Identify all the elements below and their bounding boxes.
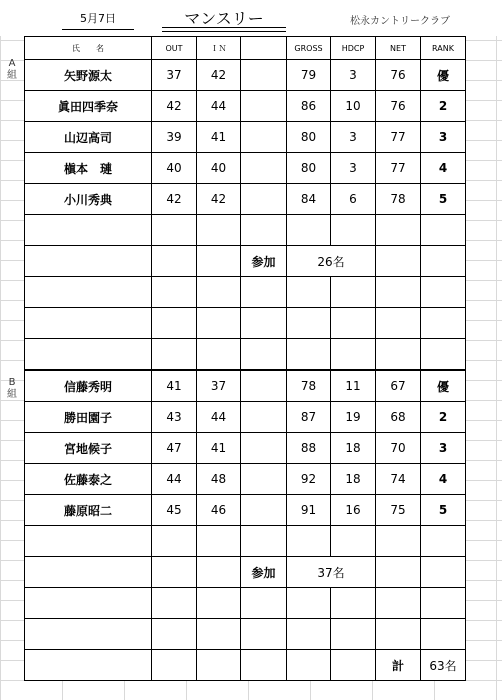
player-rank: 5 (421, 495, 466, 526)
player-out: 40 (152, 153, 197, 184)
player-hdcp: 10 (331, 91, 376, 122)
total-count: 63名 (421, 650, 466, 681)
player-in: 41 (197, 122, 241, 153)
player-gross: 86 (287, 91, 331, 122)
player-gross: 80 (287, 153, 331, 184)
results-table (24, 36, 466, 681)
player-name: 小川秀典 (25, 184, 152, 215)
blank-cell (241, 495, 287, 526)
player-net: 68 (376, 402, 421, 433)
col-header-out: OUT (152, 37, 197, 60)
col-header-net: NET (376, 37, 421, 60)
player-name: 宮地候子 (25, 433, 152, 464)
player-name: 佐藤泰之 (25, 464, 152, 495)
player-hdcp: 19 (331, 402, 376, 433)
player-name: 矢野源太 (25, 60, 152, 91)
sheet-header (0, 0, 502, 36)
player-rank: 優 (421, 60, 466, 91)
player-row (25, 402, 466, 433)
player-net: 76 (376, 60, 421, 91)
player-gross: 87 (287, 402, 331, 433)
col-header-name: 氏 名 (25, 37, 152, 60)
player-net: 75 (376, 495, 421, 526)
blank-cell (241, 184, 287, 215)
group-b-rows (25, 370, 466, 526)
group-b-label: B 組 (7, 377, 17, 400)
player-out: 43 (152, 402, 197, 433)
player-out: 41 (152, 370, 197, 402)
player-gross: 84 (287, 184, 331, 215)
date-label: 5月7日 (80, 12, 116, 25)
participants-count: 37名 (287, 557, 376, 588)
col-header-in: ＩＮ (197, 37, 241, 60)
participants-row-b (25, 557, 466, 588)
player-row (25, 370, 466, 402)
participants-count: 26名 (287, 246, 376, 277)
player-out: 39 (152, 122, 197, 153)
player-out: 42 (152, 184, 197, 215)
col-header-blank (241, 37, 287, 60)
col-header-rank: RANK (421, 37, 466, 60)
player-net: 77 (376, 153, 421, 184)
player-net: 77 (376, 122, 421, 153)
player-rank: 優 (421, 370, 466, 402)
blank-cell (241, 433, 287, 464)
player-rank: 4 (421, 153, 466, 184)
blank-cell (241, 60, 287, 91)
blank-cell (241, 91, 287, 122)
player-net: 74 (376, 464, 421, 495)
player-net: 78 (376, 184, 421, 215)
player-gross: 91 (287, 495, 331, 526)
blank-cell (241, 370, 287, 402)
empty-row (25, 339, 466, 371)
empty-row (25, 277, 466, 308)
player-hdcp: 11 (331, 370, 376, 402)
empty-row (25, 526, 466, 557)
player-rank: 3 (421, 122, 466, 153)
col-header-hdcp: HDCP (331, 37, 376, 60)
participants-label: 参加 (241, 557, 287, 588)
empty-row (25, 308, 466, 339)
player-row (25, 433, 466, 464)
player-in: 44 (197, 91, 241, 122)
group-a-label: A 組 (7, 58, 17, 81)
player-in: 44 (197, 402, 241, 433)
blank-cell (241, 402, 287, 433)
player-hdcp: 3 (331, 60, 376, 91)
player-hdcp: 18 (331, 433, 376, 464)
player-out: 42 (152, 91, 197, 122)
blank-cell (241, 464, 287, 495)
player-hdcp: 18 (331, 464, 376, 495)
title-underline-bottom (162, 31, 286, 32)
player-rank: 5 (421, 184, 466, 215)
player-rank: 4 (421, 464, 466, 495)
player-out: 47 (152, 433, 197, 464)
player-in: 46 (197, 495, 241, 526)
participants-label: 参加 (241, 246, 287, 277)
player-out: 44 (152, 464, 197, 495)
player-row (25, 464, 466, 495)
player-in: 37 (197, 370, 241, 402)
col-header-gross: GROSS (287, 37, 331, 60)
player-gross: 80 (287, 122, 331, 153)
header-row (25, 37, 466, 60)
player-rank: 2 (421, 402, 466, 433)
club-name: 松永カントリークラブ (350, 16, 450, 27)
player-rank: 3 (421, 433, 466, 464)
page-title: マンスリー (184, 9, 264, 28)
player-gross: 92 (287, 464, 331, 495)
player-hdcp: 3 (331, 122, 376, 153)
player-in: 42 (197, 60, 241, 91)
blank-cell (241, 122, 287, 153)
player-row (25, 184, 466, 215)
player-net: 67 (376, 370, 421, 402)
player-net: 70 (376, 433, 421, 464)
player-row (25, 91, 466, 122)
group-a-footer (25, 215, 466, 371)
player-out: 45 (152, 495, 197, 526)
player-row (25, 122, 466, 153)
player-name: 眞田四季奈 (25, 91, 152, 122)
player-name: 勝田園子 (25, 402, 152, 433)
player-row (25, 495, 466, 526)
player-rank: 2 (421, 91, 466, 122)
group-a-rows (25, 60, 466, 215)
date-underline (62, 29, 134, 30)
title-underline-top (162, 27, 286, 28)
empty-row (25, 588, 466, 619)
player-name: 藤原昭二 (25, 495, 152, 526)
player-out: 37 (152, 60, 197, 91)
empty-row (25, 215, 466, 246)
total-label: 計 (376, 650, 421, 681)
player-hdcp: 3 (331, 153, 376, 184)
player-hdcp: 6 (331, 184, 376, 215)
player-gross: 79 (287, 60, 331, 91)
player-in: 48 (197, 464, 241, 495)
player-gross: 88 (287, 433, 331, 464)
player-net: 76 (376, 91, 421, 122)
player-gross: 78 (287, 370, 331, 402)
total-row (25, 650, 466, 681)
blank-cell (241, 153, 287, 184)
player-name: 槇本 璉 (25, 153, 152, 184)
participants-row-a (25, 246, 466, 277)
group-b-footer (25, 526, 466, 681)
player-in: 41 (197, 433, 241, 464)
player-name: 信藤秀明 (25, 370, 152, 402)
player-in: 42 (197, 184, 241, 215)
empty-row (25, 619, 466, 650)
player-in: 40 (197, 153, 241, 184)
player-name: 山辺高司 (25, 122, 152, 153)
player-hdcp: 16 (331, 495, 376, 526)
player-row (25, 60, 466, 91)
player-row (25, 153, 466, 184)
